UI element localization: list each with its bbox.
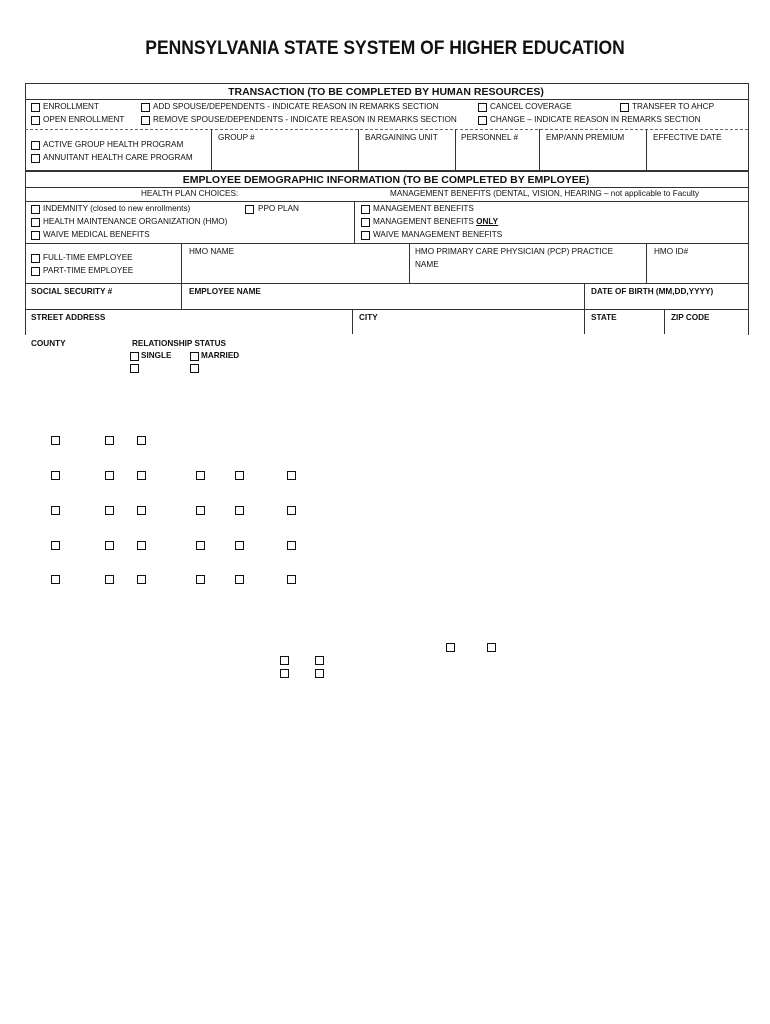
single-label: SINGLE [141,351,172,360]
divider [584,283,585,309]
checkbox[interactable] [315,669,324,678]
waive-medical-label: WAIVE MEDICAL BENEFITS [43,230,150,239]
mgmt-benefits-only-label: MANAGEMENT BENEFITS [373,217,474,226]
divider [539,129,540,170]
divider [181,283,182,309]
checkbox[interactable] [51,575,60,584]
divider [25,309,748,310]
effective-date-label: EFFECTIVE DATE [653,133,722,142]
checkbox[interactable] [105,506,114,515]
checkbox[interactable] [280,656,289,665]
divider [181,243,182,283]
ppo-label: PPO PLAN [258,204,299,213]
indemnity-option[interactable] [31,204,190,214]
checkbox[interactable] [287,471,296,480]
checkbox[interactable] [105,541,114,550]
checkbox[interactable] [137,436,146,445]
state-label: STATE [591,313,617,322]
city-label: CITY [359,313,378,322]
demographic-heading: EMPLOYEE DEMOGRAPHIC INFORMATION (TO BE COMPLETED BY EMPLOYEE) [182,174,590,186]
transfer-ahcp-label: TRANSFER TO AHCP [632,102,715,111]
checkbox[interactable] [235,541,244,550]
add-spouse-option[interactable] [141,102,439,112]
checkbox[interactable] [287,575,296,584]
pcp-label-line1: HMO PRIMARY CARE PHYSICIAN (PCP) PRACTICE [415,247,614,256]
waive-medical-option[interactable] [31,230,150,240]
pcp-label-line2: NAME [415,260,439,269]
married-option[interactable] [190,351,239,361]
checkbox[interactable] [51,436,60,445]
part-time-checkbox[interactable] [31,267,40,276]
checkbox[interactable] [105,471,114,480]
open-enrollment-checkbox[interactable] [31,116,40,125]
add-spouse-label: ADD SPOUSE/DEPENDENTS - INDICATE REASON IN REMARKS SECTION [153,102,439,111]
checkbox[interactable] [280,669,289,678]
open-enrollment-label: OPEN ENROLLMENT [43,115,125,124]
cancel-coverage-option[interactable] [478,102,572,112]
active-group-label: ACTIVE GROUP HEALTH PROGRAM [43,140,184,149]
checkbox[interactable] [196,541,205,550]
indemnity-checkbox[interactable] [31,205,40,214]
waive-mgmt-option[interactable] [361,230,502,240]
checkbox[interactable] [235,471,244,480]
zip-label: ZIP CODE [671,313,710,322]
divider [211,129,212,170]
change-checkbox[interactable] [478,116,487,125]
checkbox[interactable] [105,436,114,445]
checkbox[interactable] [196,471,205,480]
checkbox[interactable] [487,643,496,652]
bargaining-unit-label: BARGAINING UNIT [365,133,438,142]
part-time-label: PART-TIME EMPLOYEE [43,266,134,275]
waive-medical-checkbox[interactable] [31,231,40,240]
remove-spouse-label: REMOVE SPOUSE/DEPENDENTS - INDICATE REASON IN REMARKS SECTION [153,115,457,124]
full-time-label: FULL-TIME EMPLOYEE [43,253,133,262]
checkbox[interactable] [137,575,146,584]
checkbox[interactable] [287,506,296,515]
mgmt-benefits-option[interactable] [361,204,474,214]
hmo-label: HEALTH MAINTENANCE ORGANIZATION (HMO) [43,217,228,226]
checkbox[interactable] [137,471,146,480]
divider [354,201,355,243]
ssn-label: SOCIAL SECURITY # [31,287,113,296]
street-label: STREET ADDRESS [31,313,106,322]
ppo-option[interactable] [245,204,299,214]
remove-spouse-checkbox[interactable] [141,116,150,125]
checkbox[interactable] [235,575,244,584]
full-time-checkbox[interactable] [31,254,40,263]
emp-ann-premium-label: EMP/ANN PREMIUM [546,133,625,142]
divider [25,283,748,284]
hmo-id-label: HMO ID# [654,247,689,256]
waive-mgmt-checkbox[interactable] [361,231,370,240]
single-option[interactable] [130,351,171,361]
personnel-no-label: PERSONNEL # [461,133,519,142]
hmo-name-label: HMO NAME [189,247,235,256]
divider [25,187,748,188]
mgmt-benefits-checkbox[interactable] [361,205,370,214]
add-spouse-checkbox[interactable] [141,103,150,112]
employee-name-label: EMPLOYEE NAME [189,287,261,296]
county-label: COUNTY [31,339,66,348]
checkbox[interactable] [130,364,139,373]
change-label: CHANGE – INDICATE REASON IN REMARKS SECTION [490,115,701,124]
group-no-label: GROUP # [218,133,255,142]
divider [25,243,748,244]
divider [25,99,748,100]
checkbox[interactable] [105,575,114,584]
ppo-checkbox[interactable] [245,205,254,214]
mgmt-benefits-only-option[interactable] [361,217,498,227]
active-group-option[interactable] [31,140,183,150]
management-benefits-header: MANAGEMENT BENEFITS (DENTAL, VISION, HEARING – not applicable to Faculty [390,189,700,198]
checkbox[interactable] [287,541,296,550]
divider [646,129,647,170]
checkbox[interactable] [196,575,205,584]
checkbox[interactable] [51,506,60,515]
full-time-option[interactable] [31,253,133,263]
change-option[interactable] [478,115,700,125]
mgmt-benefits-label: MANAGEMENT BENEFITS [373,204,474,213]
cancel-coverage-checkbox[interactable] [478,103,487,112]
hmo-checkbox[interactable] [31,218,40,227]
hmo-option[interactable] [31,217,227,227]
transaction-heading: TRANSACTION (TO BE COMPLETED BY HUMAN RESOURCES) [228,86,544,98]
checkbox[interactable] [315,656,324,665]
divider [584,309,585,334]
checkbox[interactable] [196,506,205,515]
waive-mgmt-label: WAIVE MANAGEMENT BENEFITS [373,230,503,239]
annuitant-checkbox[interactable] [31,154,40,163]
checkbox[interactable] [137,541,146,550]
annuitant-label: ANNUITANT HEALTH CARE PROGRAM [43,153,193,162]
indemnity-label: INDEMNITY (closed to new enrollments) [43,204,191,213]
divider [25,129,748,130]
relationship-status-label: RELATIONSHIP STATUS [132,339,227,348]
checkbox[interactable] [51,541,60,550]
single-checkbox[interactable] [130,352,139,361]
health-plan-choices-label: HEALTH PLAN CHOICES: [141,189,239,198]
part-time-option[interactable] [31,266,133,276]
only-emphasis: ONLY [476,217,499,226]
transfer-ahcp-checkbox[interactable] [620,103,629,112]
married-label: MARRIED [201,351,240,360]
active-group-checkbox[interactable] [31,141,40,150]
checkbox[interactable] [190,364,199,373]
remove-spouse-option[interactable] [141,115,457,125]
divider [664,309,665,334]
mgmt-benefits-only-checkbox[interactable] [361,218,370,227]
checkbox[interactable] [51,471,60,480]
divider [25,201,748,202]
checkbox[interactable] [235,506,244,515]
open-enrollment-option[interactable] [31,115,124,125]
checkbox[interactable] [137,506,146,515]
annuitant-option[interactable] [31,153,193,163]
cancel-coverage-label: CANCEL COVERAGE [490,102,572,111]
enrollment-option[interactable] [31,102,99,112]
enrollment-label: ENROLLMENT [43,102,99,111]
divider [646,243,647,283]
married-checkbox[interactable] [190,352,199,361]
dob-label: DATE OF BIRTH (MM,DD,YYYY) [591,287,714,296]
checkbox[interactable] [446,643,455,652]
transfer-ahcp-option[interactable] [620,102,714,112]
divider [358,129,359,170]
page-title: PENNSYLVANIA STATE SYSTEM OF HIGHER EDUCATION [145,38,625,59]
divider [455,129,456,170]
divider [409,243,410,283]
enrollment-checkbox[interactable] [31,103,40,112]
divider [352,309,353,334]
